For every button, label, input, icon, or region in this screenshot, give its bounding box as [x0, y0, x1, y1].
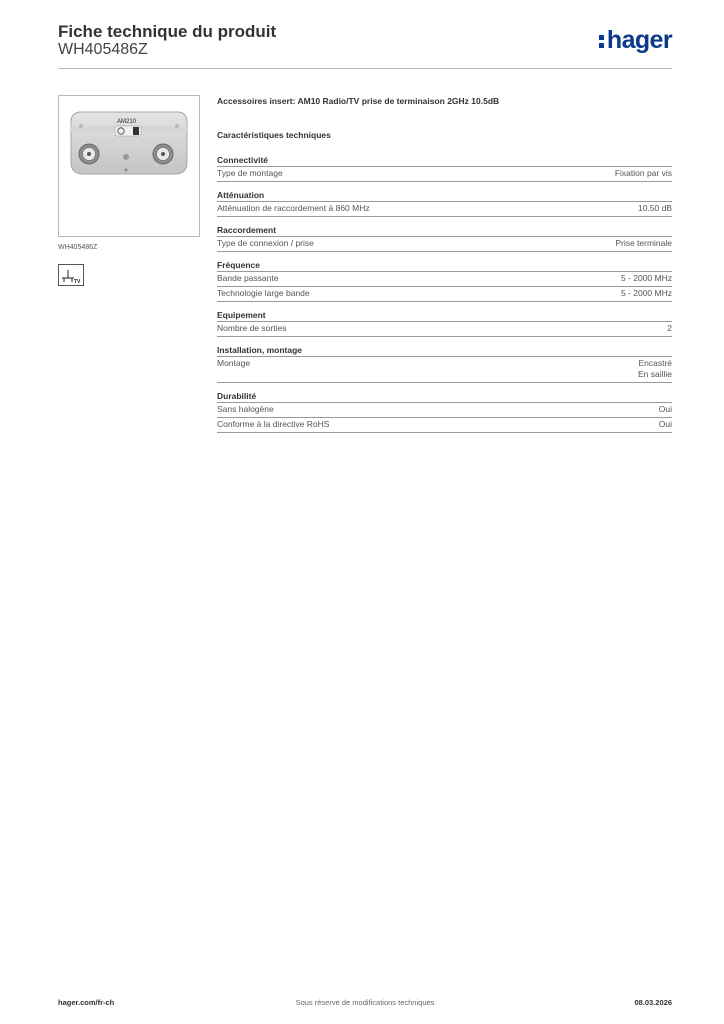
spec-section — [217, 308, 672, 337]
spec-value-line: 5 - 2000 MHz — [620, 288, 672, 298]
hager-logo — [599, 26, 672, 55]
spec-section — [217, 153, 672, 182]
product-image — [67, 104, 191, 228]
spec-section-title: Durabilité — [217, 389, 672, 403]
spec-row — [217, 357, 672, 383]
spec-value-line: Oui — [658, 404, 672, 414]
spec-section — [217, 389, 672, 433]
header-divider — [58, 68, 672, 69]
spec-row — [217, 287, 672, 302]
technical-heading: Caractéristiques techniques — [217, 130, 331, 140]
spec-value — [638, 358, 672, 380]
footer-notice: Sous réserve de modifications techniques — [295, 998, 435, 1007]
spec-value — [621, 288, 672, 299]
spec-section-title: Fréquence — [217, 258, 672, 272]
spec-label: Nombre de sorties — [217, 323, 287, 333]
spec-value — [659, 404, 672, 415]
spec-section — [217, 258, 672, 302]
spec-section-title: Connectivité — [217, 153, 672, 167]
footer-date: 08.03.2026 — [634, 998, 672, 1007]
spec-section — [217, 188, 672, 217]
spec-label: Atténuation de raccordement à 860 MHz — [217, 203, 370, 213]
specifications-panel — [217, 96, 672, 439]
spec-value-line: Encastré — [638, 358, 672, 368]
spec-value — [615, 168, 672, 179]
document-title: Fiche technique du produit — [58, 22, 277, 41]
spec-label: Type de connexion / prise — [217, 238, 314, 248]
tv-symbol-label: TV — [74, 279, 81, 285]
spec-section-title: Installation, montage — [217, 343, 672, 357]
spec-row — [217, 418, 672, 433]
spec-row — [217, 237, 672, 252]
spec-section — [217, 343, 672, 383]
tv-socket-symbol — [58, 264, 84, 286]
spec-value — [615, 238, 672, 249]
spec-value-line: En saillie — [637, 369, 672, 379]
spec-value-line: 2 — [667, 323, 672, 333]
spec-value-line: Prise terminale — [615, 238, 672, 248]
spec-row — [217, 272, 672, 287]
spec-label: Technologie large bande — [217, 288, 310, 298]
spec-label: Conforme à la directive RoHS — [217, 419, 330, 429]
spec-value — [659, 419, 672, 430]
logo-dots-icon — [599, 33, 606, 49]
spec-label: Montage — [217, 358, 251, 368]
spec-row — [217, 167, 672, 182]
spec-section — [217, 223, 672, 252]
page-footer — [58, 998, 672, 1012]
spec-row — [217, 403, 672, 418]
spec-label: Type de montage — [217, 168, 283, 178]
spec-value-line: 10.50 dB — [637, 203, 672, 213]
product-image-label: AM210 — [117, 119, 137, 125]
spec-section-title: Raccordement — [217, 223, 672, 237]
spec-label: Bande passante — [217, 273, 279, 283]
logo-text: hager — [606, 26, 672, 54]
spec-row — [217, 322, 672, 337]
product-reference: WH405486Z — [58, 41, 148, 58]
spec-section-title: Atténuation — [217, 188, 672, 202]
spec-value-line: Fixation par vis — [614, 168, 672, 178]
product-description: Accessoires insert: AM10 Radio/TV prise de terminaison 2GHz 10.5dB — [217, 96, 500, 106]
footer-website: hager.com/fr-ch — [58, 998, 115, 1007]
spec-label: Sans halogène — [217, 404, 274, 414]
spec-sections — [217, 153, 672, 433]
antenna-ground-icon — [59, 265, 83, 285]
spec-section-title: Equipement — [217, 308, 672, 322]
product-image-frame — [58, 95, 200, 237]
spec-value — [621, 273, 672, 284]
spec-value — [638, 203, 672, 214]
spec-value — [667, 323, 672, 334]
image-caption: WH405486Z — [58, 244, 98, 251]
spec-value-line: Oui — [658, 419, 672, 429]
page-header — [58, 22, 672, 68]
spec-value-line: 5 - 2000 MHz — [620, 273, 672, 283]
spec-row — [217, 202, 672, 217]
